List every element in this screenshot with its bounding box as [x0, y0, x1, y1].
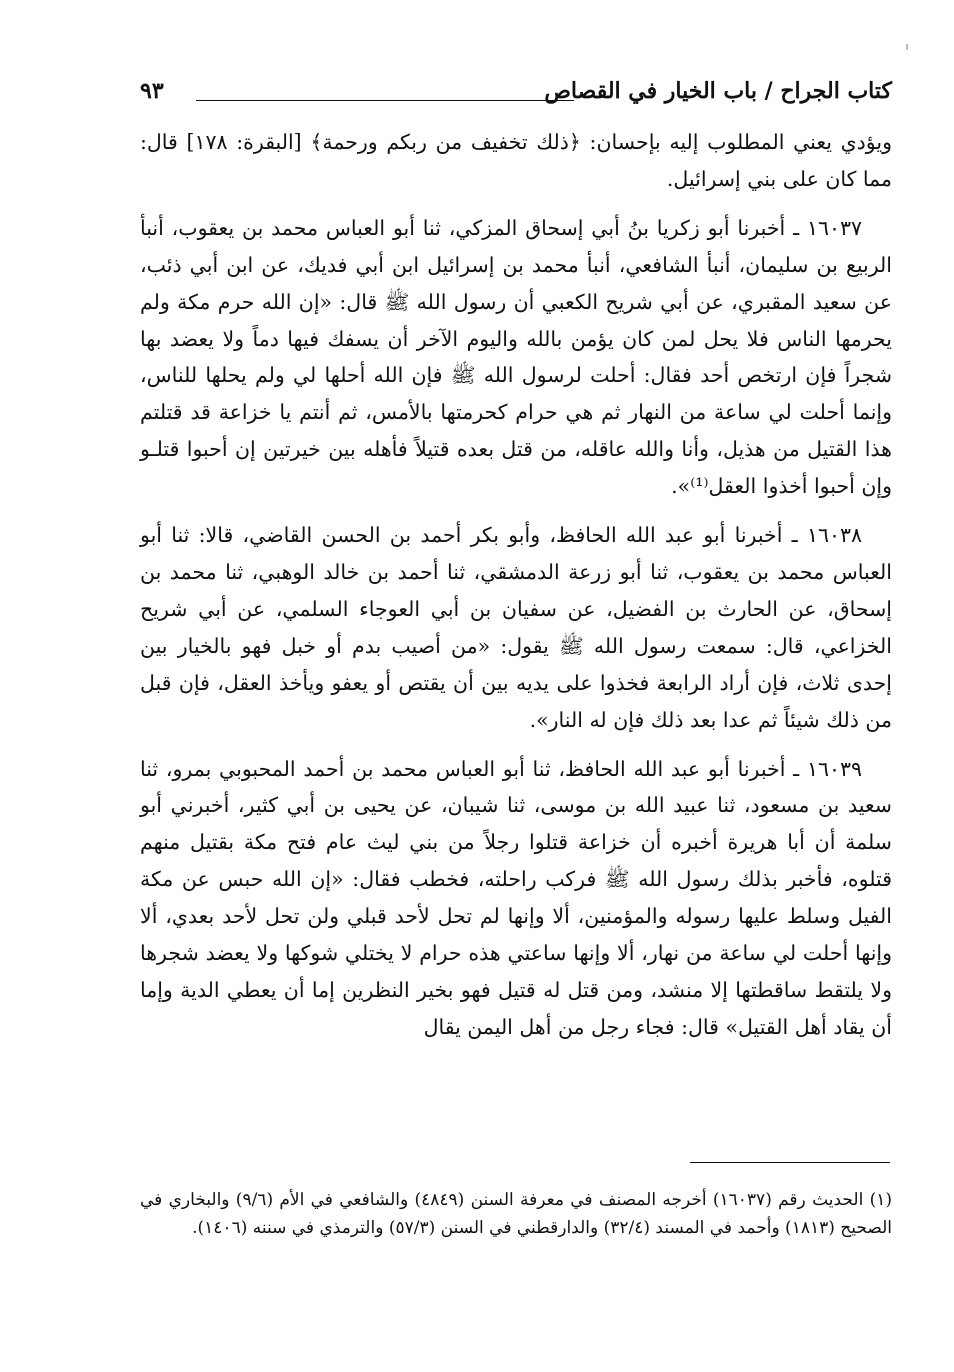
hadith-16037: ١٦٠٣٧ ـ أخبرنا أبو زكريا بنُ أبي إسحاق المزكي، ثنا أبو العباس محمد بن يعقوب، أنبأ الربيع بن سليمان، أنبأ الشافعي، أنبأ محمد بن إسرائيل ابن أبي فديك، عن ابن أبي ذئب، عن سعيد المقبري، عن أبي شريح الكعبي أن رسول الله ﷺ قال: «إن الله حرم مكة ولم يحرمها الناس فلا يحل لمن كان يؤمن بالله واليوم الآخر أن يسفك فيها دماً ولا يعضد بها شجراً فإن ارتخص أحد فقال: أحلت لرسول الله ﷺ فإن الله أحلها لي ولم يحلها للناس، وإنما أحلت لي ساعة من النهار ثم هي حرام كحرمتها بالأمس، ثم أنتم يا خزاعة قد قتلتم هذا القتيل من هذيل، وأنا والله عاقله، من قتل بعده قتيلاً فأهله بين خيرتين إن أحبوا قتلـو وإن أحبوا أخذوا العقل⁽¹⁾». [140, 215, 892, 499]
page-number: ٩٣ [140, 78, 164, 104]
footnote-rule [690, 1162, 890, 1163]
hadith-16039: ١٦٠٣٩ ـ أخبرنا أبو عبد الله الحافظ، ثنا أبو العباس محمد بن أحمد المحبوبي بمرو، ثنا سعيد بن مسعود، ثنا عبيد الله بن موسى، ثنا شيبان، عن يحيى بن أبي كثير، أخبرني أبو سلمة أن أبا هريرة أخبره أن خزاعة قتلوا رجلاً من بني ليث عام فتح مكة بقتيل منهم قتلوه، فأخبر بذلك رسول الله ﷺ فركب راحلته، فخطب فقال: «إن الله حبس عن مكة الفيل وسلط عليها رسوله والمؤمنين، ألا وإنها لم تحل لأحد قبلي ولن تحل لأحد بعدي، ألا وإنها أحلت لي ساعة من نهار، ألا وإنها ساعتي هذه حرام لا يختلي شوكها ولا يعضد شجرها ولا يلتقط ساقطتها إلا منشد، ومن قتل له قتيل فهو بخير النظرين إما أن يعطي الدية وإما أن يقاد أهل القتيل» قال: فجاء رجل من أهل اليمن يقال [140, 756, 892, 1039]
header-rule [196, 100, 574, 101]
scan-mark [906, 44, 908, 50]
body-text [140, 124, 892, 1046]
paragraph-intro: ويؤدي يعني المطلوب إليه بإحسان: ﴿ذلك تخفيف من ربكم ورحمة﴾ [البقرة: ١٧٨] قال: مما كان على بني إسرائيل. [140, 130, 892, 191]
running-title: كتاب الجراح / باب الخيار في القصاص [544, 78, 892, 104]
footnotes [140, 1186, 892, 1242]
hadith-16038: ١٦٠٣٨ ـ أخبرنا أبو عبد الله الحافظ، وأبو بكر أحمد بن الحسن القاضي، قالا: ثنا أبو العباس محمد بن يعقوب، ثنا أبو زرعة الدمشقي، ثنا أحمد بن خالد الوهبي، ثنا محمد بن إسحاق، عن الحارث بن الفضيل، عن سفيان بن أبي العوجاء السلمي، عن أبي شريح الخزاعي، قال: سمعت رسول الله ﷺ يقول: «من أصيب بدم أو خبل فهو بالخيار بين إحدى ثلاث، فإن أراد الرابعة فخذوا على يديه بين أن يقتص أو يعفو ويأخذ العقل، فإن قبل من ذلك شيئاً ثم عدا بعد ذلك فإن له النار». [140, 523, 892, 732]
page-header [140, 76, 892, 116]
footnote-1: (١) الحديث رقم (١٦٠٣٧) أخرجه المصنف في معرفة السنن (٤٨٤٩) والشافعي في الأم (٩/٦) والبخاري في الصحيح (١٨١٣) وأحمد في المسند (٣٢/٤) والدارقطني في السنن (٥٧/٣) والترمذي في سننه (١٤٠٦). [140, 1190, 893, 1238]
